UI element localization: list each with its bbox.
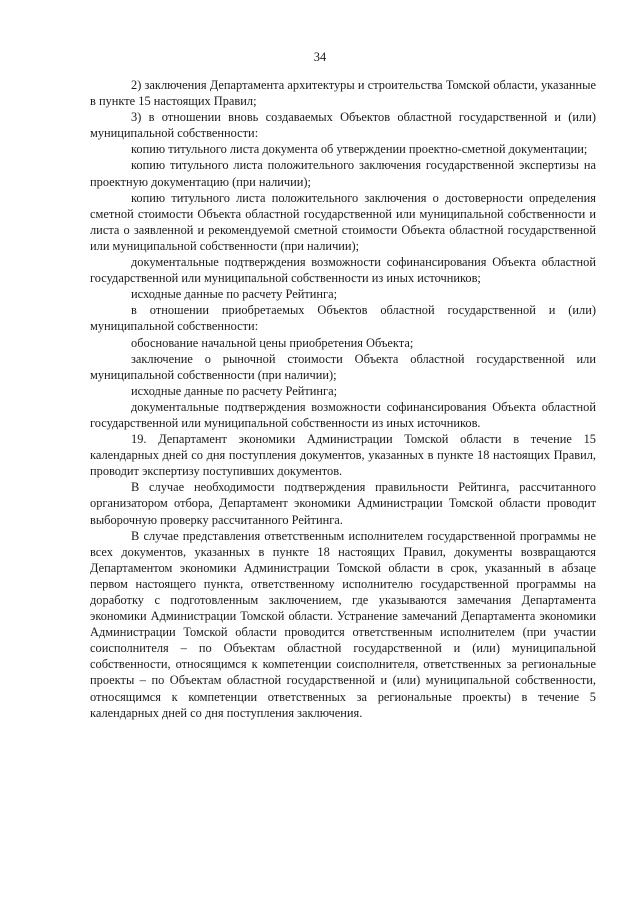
paragraph: исходные данные по расчету Рейтинга;	[131, 287, 338, 302]
paragraph: копию титульного листа положительного заключения о достоверности определения сметной стоимости Объекта областной государственной или муниципальной собственности и листа о заявленной и рекомендуемой сметной стоимости Объекта областной государственной или муниципальной собственности (при наличии);	[90, 190, 596, 253]
document-body	[90, 77, 596, 721]
paragraph: заключение о рыночной стоимости Объекта областной государственной или муниципальной собственности (при наличии);	[90, 351, 596, 382]
paragraph: обоснование начальной цены приобретения Объекта;	[131, 335, 414, 350]
paragraph: 3) в отношении вновь создаваемых Объектов областной государственной и (или) муниципальной собственности:	[90, 110, 596, 141]
paragraph: В случае представления ответственным исполнителем государственной программы не всех документов, указанных в пункте 18 настоящих Правил, документы возвращаются Департаментом экономики Администрации Томской области в срок, указанный в абзаце первом настоящего пункта, ответственному исполнителю государственной программы на доработку с подготовленным заключением, где указываются замечания Департамента экономики Администрации Томской области. Устранение замечаний Департамента экономики Администрации Томской области проводится ответственным исполнителем (при участии соисполнителя – по Объектам областной государственной и (или) муниципальной собственности, относящимся к компетенции соисполнителя, ответственных за региональные проекты – по Объектам областной государственной и (или) муниципальной собственности, относящимся к компетенции ответственных за региональные проекты) в течение 5 календарных дней со дня поступления заключения.	[90, 528, 596, 720]
page-number: 34	[313, 50, 327, 64]
paragraph: документальные подтверждения возможности софинансирования Объекта областной государственной или муниципальной собственности из иных источников.	[90, 399, 596, 430]
paragraph: 19. Департамент экономики Администрации Томской области в течение 15 календарных дней со дня поступления документов, указанных в пункте 18 настоящих Правил, проводит экспертизу поступивших документов.	[90, 432, 596, 479]
paragraph: 2) заключения Департамента архитектуры и строительства Томской области, указанные в пункте 15 настоящих Правил;	[90, 78, 596, 109]
paragraph: копию титульного листа положительного заключения государственной экспертизы на проектную документацию (при наличии);	[90, 158, 596, 189]
paragraph: документальные подтверждения возможности софинансирования Объекта областной государственной или муниципальной собственности из иных источников;	[90, 255, 596, 286]
paragraph: копию титульного листа документа об утверждении проектно-сметной документации;	[131, 142, 588, 157]
paragraph: исходные данные по расчету Рейтинга;	[131, 383, 338, 398]
paragraph: в отношении приобретаемых Объектов областной государственной и (или) муниципальной собственности:	[90, 303, 596, 334]
paragraph: В случае необходимости подтверждения правильности Рейтинга, рассчитанного организатором отбора, Департамент экономики Администрации Томской области проводит выборочную проверку рассчитанного Рейтинга.	[90, 480, 596, 527]
